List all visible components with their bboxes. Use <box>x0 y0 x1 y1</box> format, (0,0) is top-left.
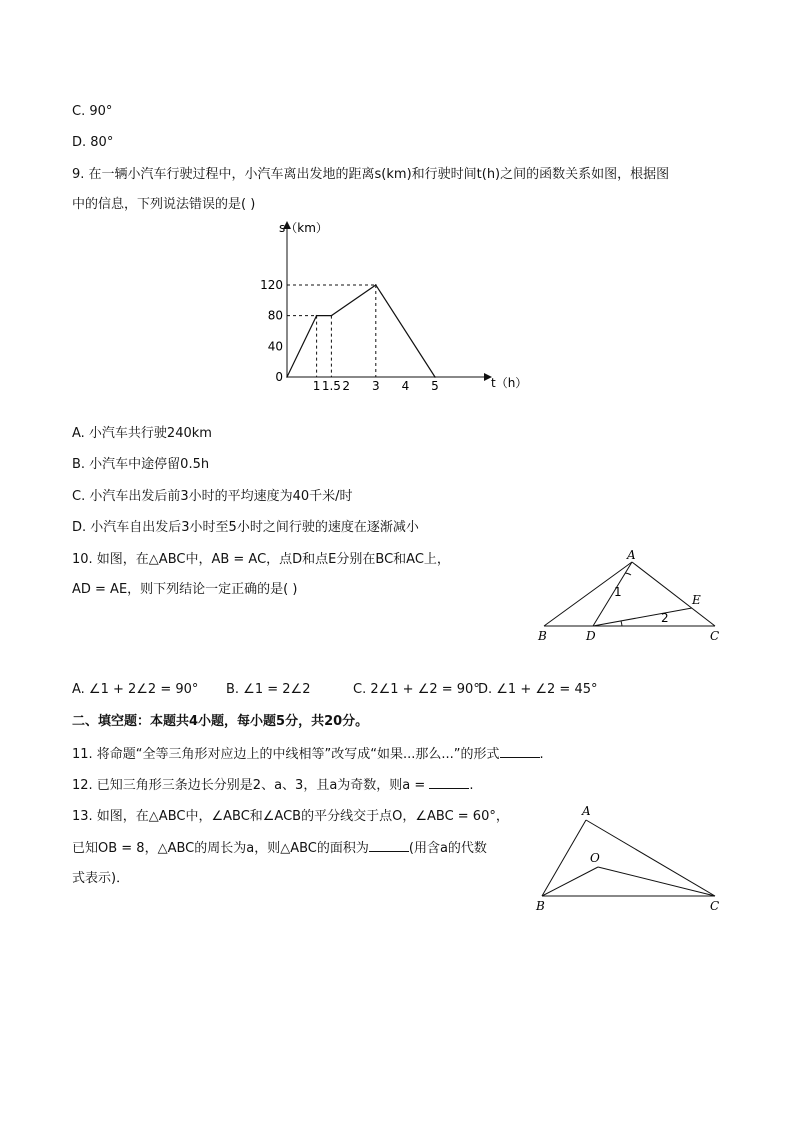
x-tick-label: 2 <box>342 379 351 393</box>
option-d-prev: D. 80° <box>72 135 114 150</box>
label-b: B <box>536 899 545 913</box>
q9-distance-time-chart <box>260 216 535 394</box>
q9-option-b: B. 小汽车中途停留0.5h <box>72 457 210 472</box>
label-o: O <box>590 851 600 865</box>
q10-stem-line2: AD = AE，则下列结论一定正确的是( ) <box>72 582 298 597</box>
q9-option-c: C. 小汽车出发后前3小时的平均速度为40千米/时 <box>72 489 353 504</box>
x-tick-label: 5 <box>431 379 439 393</box>
q11-answer-blank[interactable] <box>500 745 540 758</box>
q10-option-b: B. ∠1 = 2∠2 <box>226 682 311 697</box>
q11-text: 11. 将命题“全等三角形对应边上的中线相等”改写成“如果...那么...”的形式 <box>72 747 500 762</box>
label-angle2: 2 <box>661 611 669 625</box>
q12-answer-blank[interactable] <box>429 776 469 789</box>
data-point <box>316 315 318 317</box>
x-tick-label: 1.5 <box>321 379 341 393</box>
q9-option-d: D. 小汽车自出发后3小时至5小时之间行驶的速度在逐渐减小 <box>72 520 419 535</box>
q13-line2-post: (用含a的代数 <box>408 841 487 856</box>
q10-stem-line1: 10. 如图，在△ABC中，AB = AC，点D和点E分别在BC和AC上， <box>72 552 450 567</box>
q12-line <box>72 776 474 795</box>
q13-line2 <box>72 839 487 858</box>
q10-option-c: C. 2∠1 + ∠2 = 90° <box>353 682 480 697</box>
q9-option-a: A. 小汽车共行驶240km <box>72 426 212 441</box>
q13-triangle-figure <box>530 800 730 915</box>
label-d: D <box>586 629 596 643</box>
x-tick-label: 1 <box>312 379 321 393</box>
y-tick-label: 0 <box>275 370 283 384</box>
series-line <box>287 285 435 377</box>
data-point <box>375 284 377 286</box>
q13-line2-pre: 已知OB = 8，△ABC的周长为a，则△ABC的面积为 <box>72 841 369 856</box>
q10-option-d: D. ∠1 + ∠2 = 45° <box>478 682 598 697</box>
label-a: A <box>582 804 591 818</box>
y-tick-label: 80 <box>267 308 283 323</box>
q11-end: . <box>539 747 544 762</box>
section2-title: 二、填空题：本题共4小题，每小题5分，共20分。 <box>72 714 369 729</box>
data-point <box>434 376 436 378</box>
q10-options-row <box>72 682 722 700</box>
q12-end: . <box>469 778 474 793</box>
x-tick-label: 3 <box>371 379 380 393</box>
data-point <box>286 376 288 378</box>
x-tick-label: 4 <box>401 379 410 393</box>
data-point <box>331 315 333 317</box>
q13-line3: 式表示)． <box>72 871 130 886</box>
q12-text: 12. 已知三角形三条边长分别是2、a、3，且a为奇数，则a = <box>72 778 430 793</box>
option-c-prev: C. 90° <box>72 104 113 119</box>
y-tick-label: 120 <box>260 277 283 292</box>
q11-line <box>72 745 544 764</box>
q13-answer-blank[interactable] <box>369 839 409 852</box>
q10-option-a: A. ∠1 + 2∠2 = 90° <box>72 682 199 697</box>
q13-line1: 13. 如图，在△ABC中，∠ABC和∠ACB的平分线交于点O，∠ABC = 60°， <box>72 809 509 824</box>
label-c: C <box>710 899 720 913</box>
q10-triangle-figure <box>530 545 730 645</box>
label-a: A <box>627 548 636 562</box>
label-b: B <box>538 629 547 643</box>
label-e: E <box>692 593 701 607</box>
q9-stem-line1: 9. 在一辆小汽车行驶过程中，小汽车离出发地的距离s(km)和行驶时间t(h)之间的函数关系如图，根据图 <box>72 167 670 182</box>
q9-stem-line2: 中的信息，下列说法错误的是( ) <box>72 197 256 212</box>
y-tick-label: 40 <box>267 339 283 354</box>
label-c: C <box>710 629 720 643</box>
y-axis-label: s（km） <box>279 221 328 235</box>
x-axis-label: t（h） <box>491 376 528 390</box>
label-angle1: 1 <box>614 585 622 599</box>
